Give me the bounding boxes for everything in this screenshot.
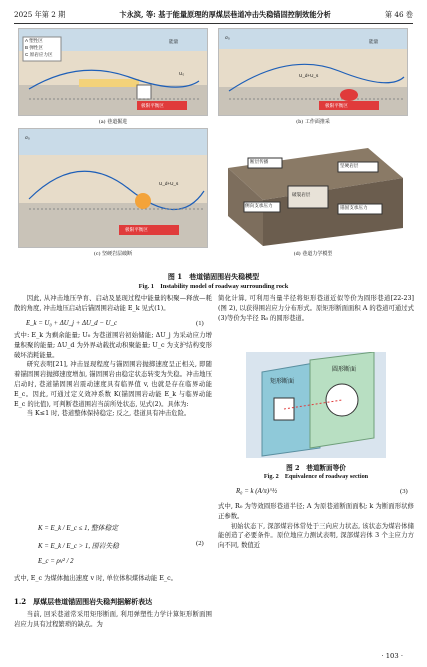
equation-2-line-3: E_c = ρv² / 2 — [38, 558, 74, 565]
equation-3-number: (3) — [400, 488, 408, 495]
panel-c-drawing — [19, 129, 208, 248]
anchor-plane-label: 极限平衡区 — [141, 103, 164, 108]
zone-b-label: B 弹性区 — [25, 45, 44, 50]
figure-1 — [18, 28, 409, 271]
equation-2-line-1: K = E_k / E_c ≤ 1, 整体稳定 — [38, 525, 119, 532]
equation-3: R₀ = k (A/π)^½ — [236, 488, 278, 495]
left-para-1: 因此, 从冲击地压孕育、启动及显现过程中能量的积聚—释放—耗散的角度, 冲击地压启动后锚固围岩动能 E_k 见式(1)。 — [14, 295, 212, 312]
left-para-2: 式中: E_k 为剩余能量; U₀ 为巷道围岩初始储能; ΔU_j 为采动应力增量积聚的能量; ΔU_d 为外界动载扰动积聚能量; U_c 为支护结构变形破坏消耗能量。 — [14, 332, 212, 359]
left-block-4 — [14, 610, 212, 630]
ud-label-b: U_d+U_s — [299, 73, 319, 78]
u0-label: U₀ — [179, 71, 185, 76]
right-para-2: 式中, R₀ 为等效圆形巷道半径; A 为原巷道断面面积; k 为断面形状修正参数。 — [218, 503, 414, 520]
left-para-4: 当 K≤1 时, 巷道整体保持稳定; 反之, 巷道具有冲击危险。 — [26, 410, 191, 418]
circle-section-label: 圆形断面 — [332, 367, 357, 373]
zone-c-label: C 原岩应力区 — [25, 52, 53, 57]
left-para-3: 研究表明[21], 冲击显现程度与锚固围岩抛掷速度呈正相关, 即随着锚固围岩抛掷速度增加, 锚固围岩由稳定状态转变为失稳。冲击地压启动时, 巷道锚固围岩震动速度具有临界值 v, 也就是存在临界动能 E_c。因此, 可通过定义效冲系数 K(锚固围岩动能 E_k 与临界动能 E_c 的比值), 可判断巷道围岩当前所处状态, 见式(2)。具体为: — [14, 361, 212, 408]
anchor-plane-label-c: 极限平衡区 — [125, 227, 148, 232]
energy-label: 能量 — [169, 39, 179, 44]
figure-2-caption-cn: 图 2 巷道断面等价 — [286, 464, 346, 472]
figure-2-caption-en: Fig. 2 Equivalence of roadway section — [263, 473, 369, 480]
right-column — [218, 294, 414, 323]
panel-c — [18, 128, 208, 248]
energy-label-b: 能量 — [369, 39, 379, 44]
side-support-label: 侧向支承压力 — [245, 203, 273, 208]
strong-layer-label: 坚硬岩层 — [340, 163, 359, 168]
subcaption-d: (d) 巷道力学模型 — [293, 251, 333, 257]
right-block-2 — [218, 502, 414, 551]
sigma-label-c: σ₀ — [25, 135, 30, 140]
ud-label-c: U_d+U_s — [159, 181, 179, 186]
left-block-2 — [14, 331, 212, 419]
zone-a-label: A 塑性区 — [25, 38, 43, 43]
left-para-5: 式中, E_c 为煤体抛出速度 v 时, 单位体积煤体动能 E_c。 — [14, 575, 177, 582]
right-para-3: 初始状态下, 深部煤岩体常处于三向应力状态, 该状态为煤岩体储能创造了必要条件。原位地应力测试表明, 深部煤岩体 3 个主应力方向不同, 数值近 — [218, 522, 414, 550]
page-number: · 103 · — [381, 652, 403, 660]
figure-1-caption-cn: 图 1 巷道锚固围岩失稳模型 — [167, 272, 260, 281]
figure-1-caption-en: Fig. 1 Instability model of roadway surrounding rock — [138, 283, 289, 290]
panel-a — [18, 28, 208, 116]
right-para-1: 简化计算, 可利用当量半径将矩形巷道近似等价为圆形巷道[22-23] (图 2), 以获得围岩应力分布形式。原矩形断面面积 A 的巷道可通过式(3)等价为半径 R₀ 的圆形巷道。 — [218, 295, 414, 322]
lateral-stress-label: 锚固支承压力 — [340, 205, 368, 210]
running-header — [14, 8, 413, 22]
left-para-6: 当前, 回采巷道常采用矩形断面, 利用弹塑性力学计算矩形断面围岩应力具有过程繁琐的缺点。为 — [14, 611, 212, 628]
equation-1: E_k = U₀ + ΔU_j + ΔU_d − U_c — [26, 320, 117, 327]
volume-label: 第 46 卷 — [384, 10, 413, 19]
rect-section-label: 矩形断面 — [270, 379, 295, 385]
issue-label: 2025 年第 2 期 — [14, 10, 66, 19]
figure-2-drawing — [246, 352, 386, 458]
header-rule — [14, 23, 413, 24]
fracture-zone-label: 破裂岩层 — [292, 192, 311, 197]
anchor-plane-label-b: 极限平衡区 — [325, 103, 348, 108]
equation-1-number: (1) — [196, 320, 204, 327]
equation-2-number: (2) — [196, 540, 204, 547]
panel-d-drawing — [218, 128, 408, 248]
subcaption-b: (b) 工作面推采 — [296, 119, 330, 125]
equation-2-line-2: K = E_k / E_c > 1, 围岩失稳 — [38, 543, 119, 550]
panel-b — [218, 28, 408, 116]
roof-break-label: 断层传播 — [250, 159, 269, 164]
sigma-label-b: σ₀ — [225, 35, 230, 40]
figure-2 — [246, 352, 386, 458]
article-title-header: 卞永滨, 等: 基于能量原理的厚煤层巷道冲击失稳锚固控制效能分析 — [119, 10, 331, 19]
section-1-2-heading: 1.2 厚煤层巷道锚固围岩失稳判据解析表达 — [14, 597, 153, 606]
left-block-3 — [14, 574, 212, 584]
left-column — [14, 294, 212, 314]
subcaption-a: (a) 巷道掘进 — [98, 119, 128, 125]
subcaption-c: (c) 坚硬岩层破断 — [93, 251, 133, 257]
panel-d — [218, 128, 408, 248]
